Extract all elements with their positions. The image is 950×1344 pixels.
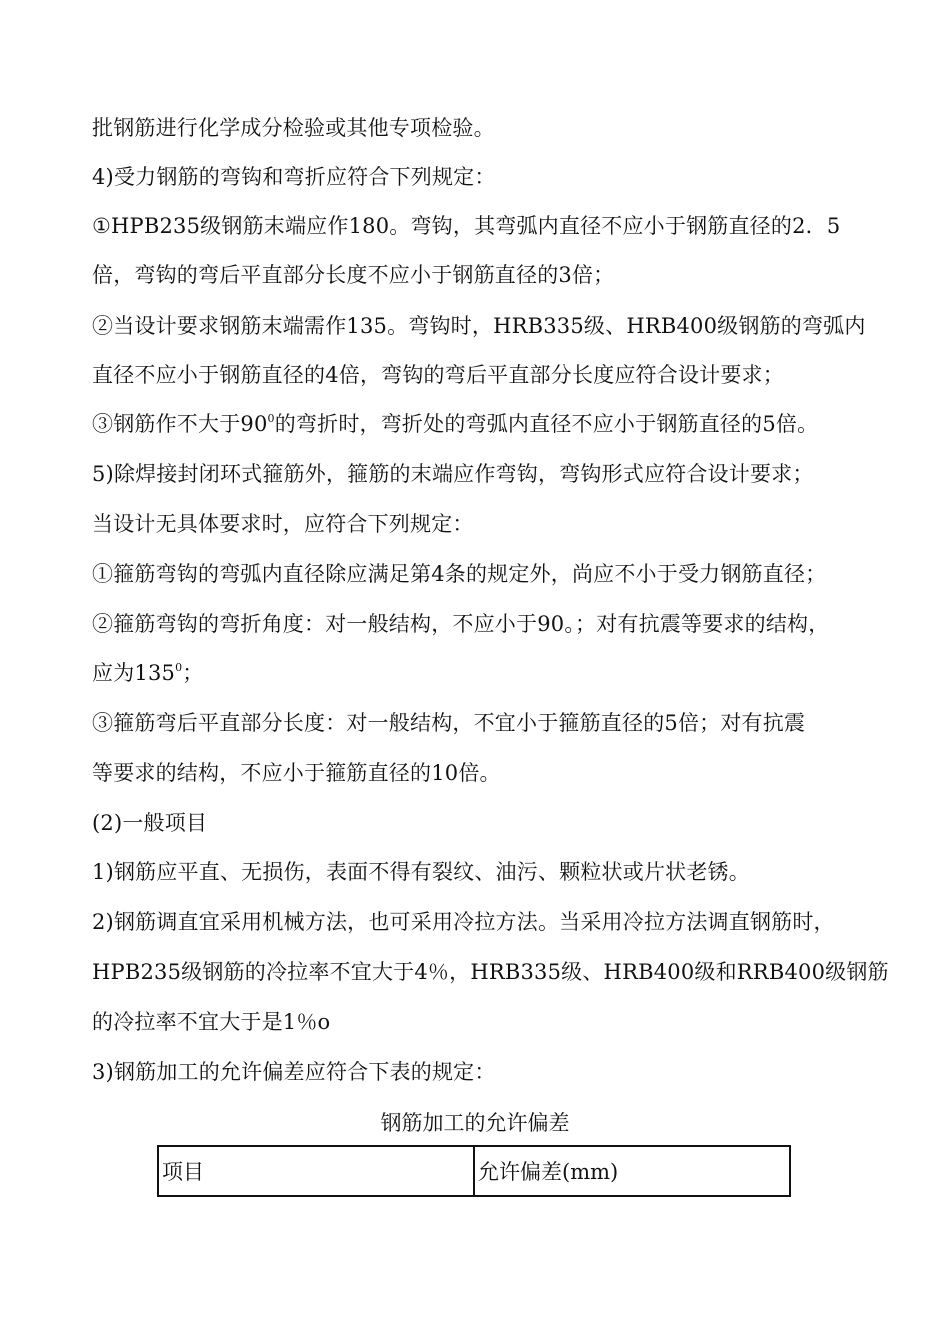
paragraph-line	[92, 660, 204, 686]
paragraph-line: ②箍筋弯钩的弯折角度：对一般结构，不应小于90。；对有抗震等要求的结构，	[92, 612, 830, 636]
table-header-cell: 项目	[158, 1146, 474, 1196]
text-segment: 应为135	[92, 661, 176, 685]
paragraph-line: 直径不应小于钢筋直径的4倍，弯钩的弯后平直部分长度应符合设计要求；	[92, 363, 784, 387]
table-header-row	[158, 1146, 790, 1196]
deviation-table	[157, 1145, 791, 1197]
superscript: 0	[267, 412, 275, 425]
superscript: 0	[175, 661, 183, 674]
paragraph-line: 批钢筋进行化学成分检验或其他专项检验。	[92, 116, 495, 140]
paragraph-line: 当设计无具体要求时，应符合下列规定：	[92, 512, 474, 536]
text-segment: ③钢筋作不大于90	[92, 412, 268, 436]
clause-heading: 3)钢筋加工的允许偏差应符合下表的规定：	[92, 1060, 496, 1084]
section-heading: (2)一般项目	[92, 811, 208, 835]
paragraph-line: ①箍筋弯钩的弯弧内直径除应满足第4条的规定外，尚应不小于受力钢筋直径；	[92, 562, 827, 586]
paragraph-line: 等要求的结构，不应小于箍筋直径的10倍。	[92, 761, 501, 785]
paragraph-line: 的冷拉率不宜大于是1％o	[92, 1010, 331, 1034]
clause-heading: 5)除焊接封闭环式箍筋外，箍筋的末端应作弯钩，弯钩形式应符合设计要求；	[92, 462, 814, 486]
text-segment: 的弯折时，弯折处的弯弧内直径不应小于钢筋直径的5倍。	[274, 412, 819, 436]
table-header-cell: 允许偏差(mm)	[474, 1146, 790, 1196]
clause-heading: 1)钢筋应平直、无损伤，表面不得有裂纹、油污、颗粒状或片状老锈。	[92, 860, 750, 884]
paragraph-line: ①HPB235级钢筋末端应作180。弯钩，其弯弧内直径不应小于钢筋直径的2．5	[92, 214, 841, 238]
clause-heading: 4)受力钢筋的弯钩和弯折应符合下列规定：	[92, 165, 496, 189]
paragraph-line	[92, 411, 818, 437]
paragraph-line: HPB235级钢筋的冷拉率不宜大于4％，HRB335级、HRB400级和RRB400级钢筋	[92, 960, 889, 984]
paragraph-line: 倍，弯钩的弯后平直部分长度不应小于钢筋直径的3倍；	[92, 263, 615, 287]
paragraph-line: ③箍筋弯后平直部分长度：对一般结构，不宜小于箍筋直径的5倍；对有抗震	[92, 711, 806, 735]
text-segment: ；	[182, 661, 204, 685]
table-title: 钢筋加工的允许偏差	[380, 1111, 570, 1135]
clause-heading: 2)钢筋调直宜采用机械方法，也可采用冷拉方法。当采用冷拉方法调直钢筋时，	[92, 910, 835, 934]
paragraph-line: ②当设计要求钢筋末端需作135。弯钩时，HRB335级、HRB400级钢筋的弯弧内	[92, 314, 866, 338]
